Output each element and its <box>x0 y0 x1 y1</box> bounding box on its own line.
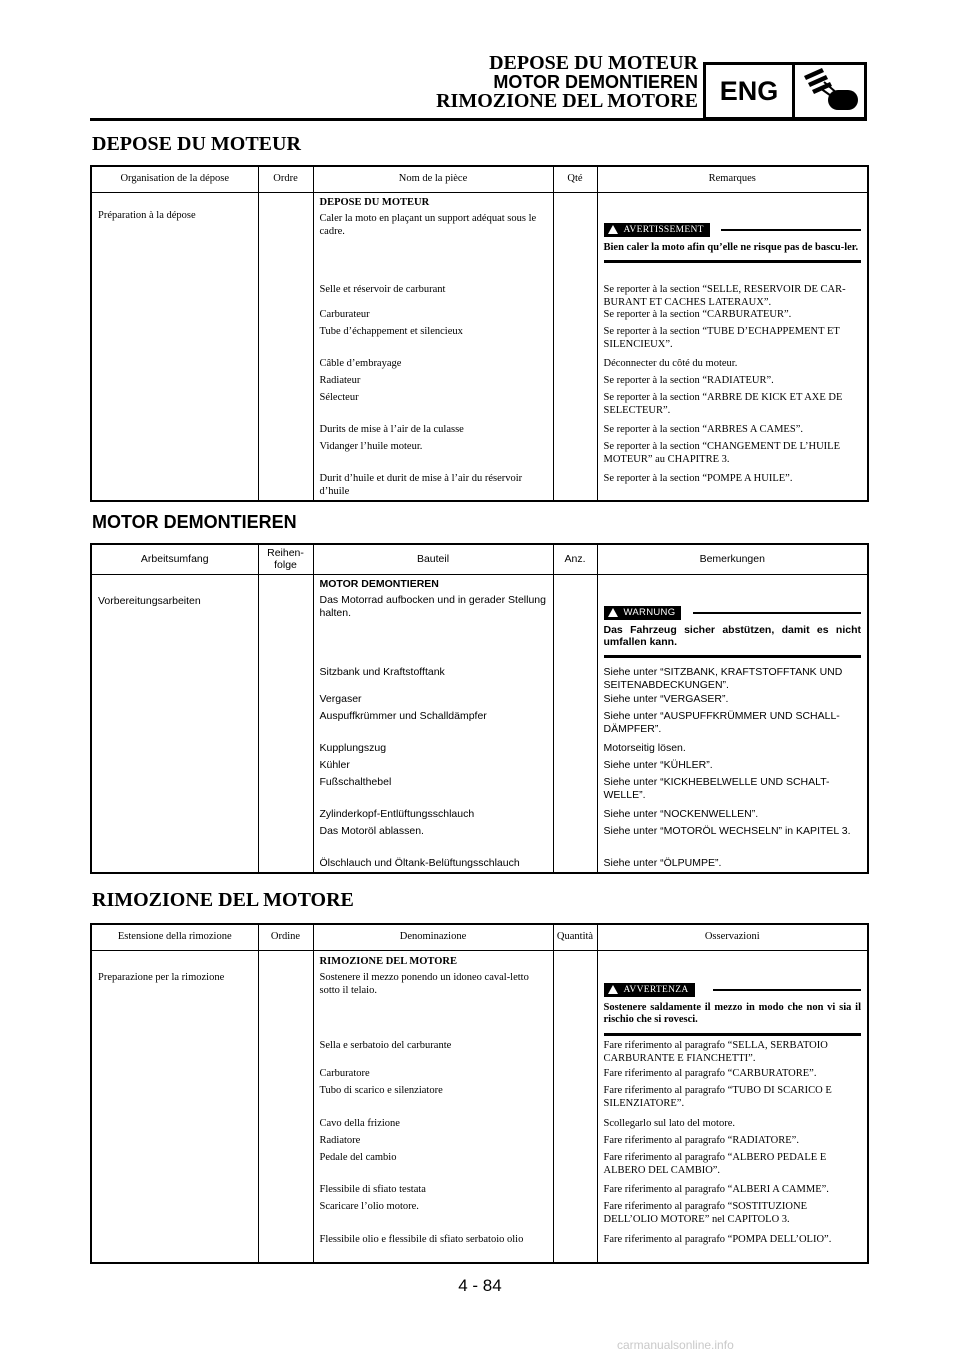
table-row: Tube d’échappement et silencieux <box>313 326 553 358</box>
group-label: Préparation à la dépose <box>98 209 196 221</box>
table-row: Flessibile di sfiato testata <box>313 1184 553 1201</box>
table-row: Ölschlauch und Öltank-Belüftungsschlauch <box>313 857 553 873</box>
header-titles <box>436 54 698 111</box>
part-heading: MOTOR DEMONTIEREN <box>319 577 439 590</box>
col-header: Ordre <box>258 166 313 192</box>
table-row: Cavo della frizione <box>313 1118 553 1135</box>
col-header: Reihen- folge <box>258 544 313 574</box>
table-row: Auspuffkrümmer und Schalldämpfer <box>313 710 553 742</box>
col-header: Qté <box>553 166 597 192</box>
part-heading: RIMOZIONE DEL MOTORE <box>319 955 457 967</box>
warning-text: Bien caler la moto afin qu’elle ne risque pas de bascu-ler. <box>603 241 859 253</box>
table-row: Sélecteur <box>313 392 553 424</box>
header-title-it: RIMOZIONE DEL MOTORE <box>436 90 698 112</box>
table-row: Tubo di scarico e silenziatore <box>313 1085 553 1118</box>
group-label: Preparazione per la rimozione <box>98 971 225 983</box>
warning-icon <box>608 985 618 994</box>
watermark: carmanualsonline.info <box>617 1338 734 1352</box>
table-row: Vidanger l’huile moteur. <box>313 441 553 473</box>
table-row: Das Motoröl ablassen. <box>313 825 553 857</box>
table-row: Das Motorrad aufbocken und in gerader Stellung halten. <box>319 594 546 619</box>
table-row: Durit d’huile et durit de mise à l’air du réservoir d’huile <box>313 473 553 501</box>
warning-icon <box>608 608 618 617</box>
section-title-it: RIMOZIONE DEL MOTORE <box>92 889 354 911</box>
table-row: Caler la moto en plaçant un support adéquat sous le cadre. <box>319 213 537 237</box>
table-it: Estensione della rimozione Ordine Denominazione Quantità Osservazioni Preparazione per la rimozione RIMOZIONE DEL MOTORE Sostenere il mezzo ponendo un idoneo caval-letto sotto il telaio. AVVERTENZA Sostenere saldamente il mezzo in modo che non vi sia il rischio che si rovesci. Sella e serbatoio del carburante Fare riferimento al paragrafo “SELLA, SERBATOIO CARBURANTE E FIANCHETTI”. Carburatore Fare riferimento al paragrafo “CARBURATORE”. Tubo di scarico e silenziatore Fare riferimento al paragrafo “TUBO DI SCARICO E SILENZIATORE”. Cavo della frizione Scollegarlo sul lato del motore. Radiatore Fare riferimento al paragrafo “RADIATORE”. Pedale del cambio Fare riferimento al paragrafo “ALBERO PEDALE E ALBERO DEL CAMBIO”. Flessibile di sfiato testata Fare riferimento al paragrafo “ALBERI A CAMME”. Scaricare l’olio motore. Fare riferimento al paragrafo “SOSTITUZIONE DELL’OLIO MOTORE” nel CAPITOLO 3. Flessibile olio e flessibile di sfiato serbatoio olio Fare riferimento al paragrafo “POMPA DELL’OLIO”. <box>90 923 869 1264</box>
table-row: Kühler <box>313 759 553 776</box>
header-title-fr: DEPOSE DU MOTEUR <box>489 52 698 74</box>
table-fr: Organisation de la dépose Ordre Nom de la pièce Qté Remarques Préparation à la dépose DEPOSE DU MOTEUR Caler la moto en plaçant un support adéquat sous le cadre. AVERTISSEMENT Bien caler la moto afin qu’elle ne risque pas de bascu-ler. Selle et réservoir de carburant Se reporter à la section “SELLE, RESERVOIR DE CAR-BURANT ET CACHES LATERAUX”. Carburateur Se reporter à la section “CARBURATEUR”. Tube d’échappement et silencieux Se reporter à la section “TUBE D’ECHAPPEMENT ET SILENCIEUX”. Câble d’embrayage Déconnecter du côté du moteur. Radiateur Se reporter à la section “RADIATEUR”. Sélecteur Se reporter à la section “ARBRE DE KICK ET AXE DE SELECTEUR”. Durits de mise à l’air de la culasse Se reporter à la section “ARBRES A CAMES”. Vidanger l’huile moteur. Se reporter à la section “CHANGEMENT DE L’HUILE MOTEUR” au CHAPITRE 3. Durit d’huile et durit de mise à l’air du réservoir d’huile Se reporter à la section “POMPE A HUILE”. <box>90 165 869 502</box>
warning-text: Das Fahrzeug sicher abstützen, damit es nicht umfallen kann. <box>603 623 861 649</box>
col-header: Quantità <box>553 924 597 950</box>
table-row: Selle et réservoir de carburant <box>313 280 553 309</box>
warning-badge: AVVERTENZA <box>604 983 695 998</box>
warning-box <box>604 223 862 264</box>
col-header: Arbeitsumfang <box>91 544 258 574</box>
col-header: Osservazioni <box>597 924 868 950</box>
table-row: Radiateur <box>313 375 553 392</box>
section-title-fr: DEPOSE DU MOTEUR <box>92 133 301 155</box>
table-row: Sella e serbatoio del carburante <box>313 1037 553 1068</box>
header-title-de: MOTOR DEMONTIEREN <box>493 72 698 92</box>
col-header: Bauteil <box>313 544 553 574</box>
warning-icon <box>608 225 618 234</box>
table-row: Carburatore <box>313 1068 553 1085</box>
table-row: Sostenere il mezzo ponendo un idoneo caval-letto sotto il telaio. <box>319 972 529 996</box>
eng-badge <box>703 62 867 120</box>
eng-label: ENG <box>706 65 795 117</box>
table-de: Arbeitsumfang Reihen- folge Bauteil Anz. Bemerkungen Vorbereitungsarbeiten MOTOR DEMONTIEREN Das Motorrad aufbocken und in gerader Stellung halten. WARNUNG Das Fahrzeug sicher abstützen, damit es nicht umfallen kann. Sitzbank und Kraftstofftank Siehe unter “SITZBANK, KRAFTSTOFFTANK UND SEITENABDECKUNGEN”. Vergaser Siehe unter “VERGASER”. Auspuffkrümmer und Schalldämpfer Siehe unter “AUSPUFFKRÜMMER UND SCHALL-DÄMPFER”. Kupplungszug Motorseitig lösen. Kühler Siehe unter “KÜHLER”. Fußschalthebel Siehe unter “KICKHEBELWELLE UND SCHALT-WELLE”. Zylinderkopf-Entlüftungsschlauch Siehe unter “NOCKENWELLEN”. Das Motoröl ablassen. Siehe unter “MOTORÖL WECHSELN” in KAPITEL 3. Ölschlauch und Öltank-Belüftungsschlauch Siehe unter “ÖLPUMPE”. <box>90 543 869 874</box>
table-row: Flessibile olio e flessibile di sfiato serbatoio olio <box>313 1234 553 1263</box>
table-row: Zylinderkopf-Entlüftungsschlauch <box>313 808 553 825</box>
part-heading: DEPOSE DU MOTEUR <box>319 196 430 208</box>
col-header: Bemerkungen <box>597 544 868 574</box>
table-row: Pedale del cambio <box>313 1152 553 1184</box>
group-label: Vorbereitungsarbeiten <box>98 594 201 607</box>
col-header: Anz. <box>553 544 597 574</box>
table-row: Vergaser <box>313 693 553 710</box>
table-row: Câble d’embrayage <box>313 358 553 375</box>
col-header: Denominazione <box>313 924 553 950</box>
col-header: Nom de la pièce <box>313 166 553 192</box>
table-row: Kupplungszug <box>313 742 553 759</box>
table-row: Carburateur <box>313 309 553 326</box>
table-row: Fußschalthebel <box>313 776 553 808</box>
col-header: Ordine <box>258 924 313 950</box>
engine-icon <box>795 65 864 117</box>
col-header: Remarques <box>597 166 868 192</box>
col-header: Estensione della rimozione <box>91 924 258 950</box>
table-row: Durits de mise à l’air de la culasse <box>313 424 553 441</box>
col-header: Organisation de la dépose <box>91 166 258 192</box>
warning-badge: AVERTISSEMENT <box>604 223 710 238</box>
warning-box <box>604 983 862 1036</box>
page-number: 4 - 84 <box>458 1276 502 1295</box>
table-row: Radiatore <box>313 1135 553 1152</box>
table-row: Scaricare l’olio motore. <box>313 1201 553 1234</box>
table-row: Sitzbank und Kraftstofftank <box>313 663 553 693</box>
warning-box <box>604 606 862 658</box>
section-title-de: MOTOR DEMONTIEREN <box>92 512 297 532</box>
header-rule <box>90 118 867 121</box>
warning-text: Sostenere saldamente il mezzo in modo che non vi sia il rischio che si rovesci. <box>603 1001 861 1026</box>
warning-badge: WARNUNG <box>604 606 682 621</box>
